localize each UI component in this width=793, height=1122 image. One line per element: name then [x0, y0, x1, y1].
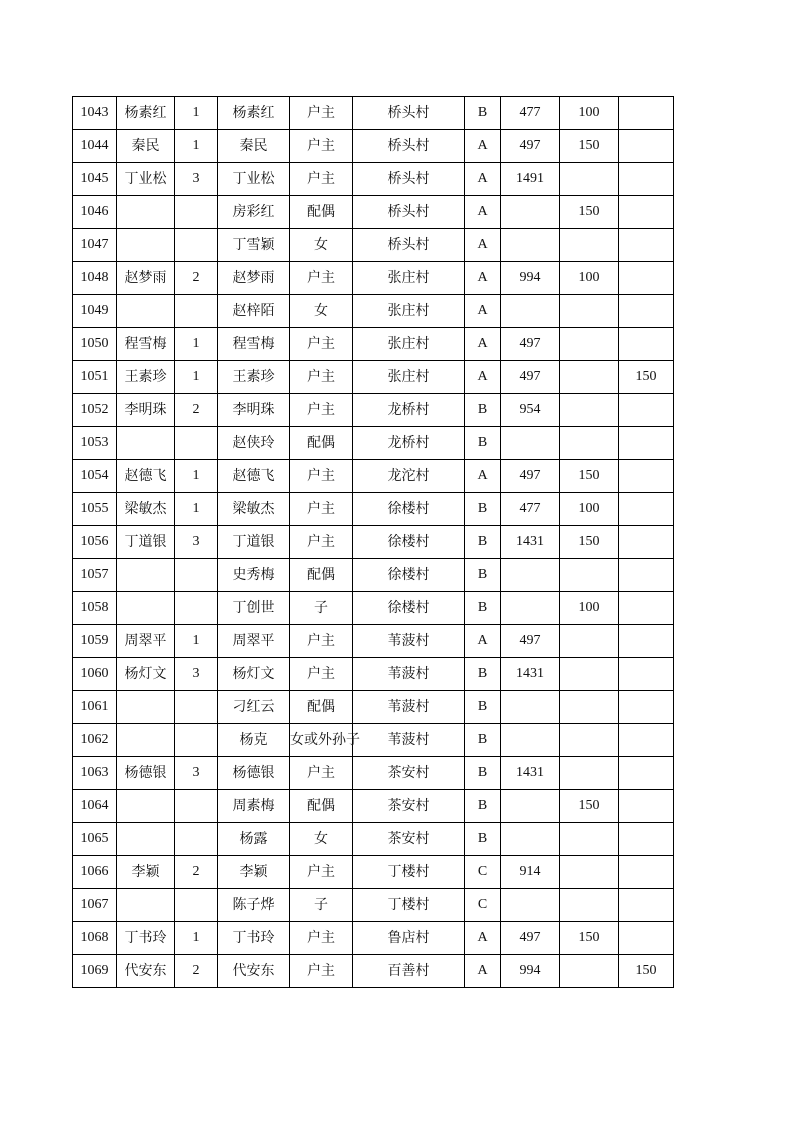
table-row	[73, 394, 674, 427]
category-cell: B	[465, 559, 501, 592]
table-row	[73, 592, 674, 625]
household-head-cell	[117, 229, 175, 262]
amount-1-cell	[501, 196, 560, 229]
row-id-cell: 1044	[73, 130, 117, 163]
row-id-cell: 1066	[73, 856, 117, 889]
member-name-cell: 杨素红	[218, 97, 290, 130]
amount-3-cell	[619, 295, 674, 328]
row-id-cell: 1043	[73, 97, 117, 130]
household-size-cell: 3	[175, 163, 218, 196]
row-id-cell: 1059	[73, 625, 117, 658]
amount-2-cell	[560, 856, 619, 889]
village-cell: 茶安村	[353, 823, 465, 856]
member-name-cell: 丁雪颖	[218, 229, 290, 262]
household-size-cell: 1	[175, 625, 218, 658]
village-cell: 茶安村	[353, 757, 465, 790]
relation-cell: 女	[290, 229, 353, 262]
amount-2-cell: 150	[560, 130, 619, 163]
amount-3-cell	[619, 658, 674, 691]
village-cell: 张庄村	[353, 328, 465, 361]
village-cell: 龙桥村	[353, 394, 465, 427]
table-row	[73, 295, 674, 328]
village-cell: 徐楼村	[353, 559, 465, 592]
category-cell: C	[465, 856, 501, 889]
village-cell: 丁楼村	[353, 889, 465, 922]
relation-cell: 户主	[290, 526, 353, 559]
amount-3-cell	[619, 691, 674, 724]
table-row	[73, 427, 674, 460]
household-head-cell: 丁书玲	[117, 922, 175, 955]
category-cell: A	[465, 625, 501, 658]
amount-3-cell	[619, 328, 674, 361]
amount-2-cell: 150	[560, 460, 619, 493]
household-size-cell: 2	[175, 394, 218, 427]
amount-1-cell	[501, 724, 560, 757]
village-cell: 张庄村	[353, 361, 465, 394]
village-cell: 张庄村	[353, 295, 465, 328]
category-cell: B	[465, 790, 501, 823]
household-head-cell: 代安东	[117, 955, 175, 988]
amount-3-cell	[619, 724, 674, 757]
amount-2-cell	[560, 559, 619, 592]
relation-cell: 子	[290, 592, 353, 625]
amount-1-cell	[501, 889, 560, 922]
village-cell: 桥头村	[353, 229, 465, 262]
relation-cell: 户主	[290, 757, 353, 790]
amount-3-cell	[619, 592, 674, 625]
category-cell: B	[465, 526, 501, 559]
member-name-cell: 周素梅	[218, 790, 290, 823]
row-id-cell: 1045	[73, 163, 117, 196]
amount-1-cell: 497	[501, 460, 560, 493]
table-row	[73, 493, 674, 526]
category-cell: A	[465, 163, 501, 196]
member-name-cell: 赵侠玲	[218, 427, 290, 460]
row-id-cell: 1052	[73, 394, 117, 427]
category-cell: B	[465, 493, 501, 526]
relation-cell: 女	[290, 295, 353, 328]
amount-1-cell: 1491	[501, 163, 560, 196]
village-cell: 龙沱村	[353, 460, 465, 493]
data-table	[72, 96, 674, 988]
village-cell: 茶安村	[353, 790, 465, 823]
row-id-cell: 1049	[73, 295, 117, 328]
household-head-cell	[117, 823, 175, 856]
member-name-cell: 赵德飞	[218, 460, 290, 493]
amount-3-cell	[619, 790, 674, 823]
member-name-cell: 房彩红	[218, 196, 290, 229]
village-cell: 徐楼村	[353, 592, 465, 625]
amount-3-cell	[619, 922, 674, 955]
amount-1-cell	[501, 790, 560, 823]
village-cell: 徐楼村	[353, 493, 465, 526]
village-cell: 桥头村	[353, 130, 465, 163]
relation-cell: 配偶	[290, 691, 353, 724]
category-cell: A	[465, 130, 501, 163]
row-id-cell: 1055	[73, 493, 117, 526]
amount-1-cell: 477	[501, 493, 560, 526]
amount-1-cell: 1431	[501, 526, 560, 559]
village-cell: 桥头村	[353, 97, 465, 130]
row-id-cell: 1069	[73, 955, 117, 988]
member-name-cell: 陈子烨	[218, 889, 290, 922]
row-id-cell: 1065	[73, 823, 117, 856]
table-row	[73, 889, 674, 922]
row-id-cell: 1054	[73, 460, 117, 493]
member-name-cell: 赵梓陌	[218, 295, 290, 328]
amount-2-cell	[560, 889, 619, 922]
amount-1-cell	[501, 295, 560, 328]
row-id-cell: 1047	[73, 229, 117, 262]
household-size-cell	[175, 196, 218, 229]
table-row	[73, 823, 674, 856]
member-name-cell: 史秀梅	[218, 559, 290, 592]
amount-3-cell: 150	[619, 955, 674, 988]
row-id-cell: 1067	[73, 889, 117, 922]
amount-2-cell: 150	[560, 526, 619, 559]
category-cell: A	[465, 262, 501, 295]
household-head-cell: 程雪梅	[117, 328, 175, 361]
household-head-cell	[117, 295, 175, 328]
village-cell: 苇菠村	[353, 724, 465, 757]
amount-2-cell: 150	[560, 196, 619, 229]
category-cell: A	[465, 196, 501, 229]
amount-3-cell	[619, 889, 674, 922]
member-name-cell: 代安东	[218, 955, 290, 988]
member-name-cell: 周翠平	[218, 625, 290, 658]
amount-3-cell	[619, 625, 674, 658]
relation-cell: 户主	[290, 262, 353, 295]
relation-cell: 配偶	[290, 559, 353, 592]
amount-1-cell: 497	[501, 328, 560, 361]
amount-2-cell	[560, 394, 619, 427]
category-cell: B	[465, 691, 501, 724]
table-row	[73, 757, 674, 790]
relation-cell: 女或外孙子	[290, 724, 353, 757]
amount-3-cell	[619, 196, 674, 229]
member-name-cell: 李颖	[218, 856, 290, 889]
amount-2-cell: 100	[560, 493, 619, 526]
member-name-cell: 杨灯文	[218, 658, 290, 691]
row-id-cell: 1060	[73, 658, 117, 691]
amount-3-cell	[619, 559, 674, 592]
household-head-cell: 杨德银	[117, 757, 175, 790]
household-head-cell: 王素珍	[117, 361, 175, 394]
relation-cell: 户主	[290, 163, 353, 196]
amount-1-cell	[501, 559, 560, 592]
household-size-cell	[175, 592, 218, 625]
amount-1-cell	[501, 592, 560, 625]
household-head-cell	[117, 724, 175, 757]
amount-3-cell	[619, 97, 674, 130]
row-id-cell: 1064	[73, 790, 117, 823]
amount-2-cell	[560, 361, 619, 394]
household-size-cell: 2	[175, 856, 218, 889]
amount-2-cell	[560, 658, 619, 691]
table-row	[73, 658, 674, 691]
table-row	[73, 922, 674, 955]
table-row	[73, 229, 674, 262]
amount-2-cell: 150	[560, 790, 619, 823]
household-size-cell: 3	[175, 658, 218, 691]
category-cell: A	[465, 328, 501, 361]
village-cell: 龙桥村	[353, 427, 465, 460]
relation-cell: 户主	[290, 658, 353, 691]
amount-1-cell: 497	[501, 130, 560, 163]
row-id-cell: 1068	[73, 922, 117, 955]
household-head-cell: 杨灯文	[117, 658, 175, 691]
category-cell: B	[465, 757, 501, 790]
amount-1-cell: 497	[501, 361, 560, 394]
table-row	[73, 724, 674, 757]
relation-cell: 户主	[290, 361, 353, 394]
member-name-cell: 秦民	[218, 130, 290, 163]
relation-cell: 户主	[290, 856, 353, 889]
relation-cell: 户主	[290, 493, 353, 526]
row-id-cell: 1048	[73, 262, 117, 295]
row-id-cell: 1061	[73, 691, 117, 724]
relation-cell: 户主	[290, 955, 353, 988]
table-body	[73, 97, 674, 988]
row-id-cell: 1051	[73, 361, 117, 394]
amount-1-cell: 1431	[501, 658, 560, 691]
amount-3-cell	[619, 262, 674, 295]
category-cell: A	[465, 460, 501, 493]
relation-cell: 户主	[290, 394, 353, 427]
member-name-cell: 赵梦雨	[218, 262, 290, 295]
table-row	[73, 97, 674, 130]
household-size-cell: 3	[175, 757, 218, 790]
household-size-cell: 1	[175, 460, 218, 493]
household-head-cell: 秦民	[117, 130, 175, 163]
category-cell: B	[465, 658, 501, 691]
amount-2-cell	[560, 757, 619, 790]
household-size-cell	[175, 229, 218, 262]
household-size-cell: 1	[175, 328, 218, 361]
table-row	[73, 196, 674, 229]
category-cell: A	[465, 922, 501, 955]
amount-1-cell: 477	[501, 97, 560, 130]
table-row	[73, 163, 674, 196]
amount-2-cell	[560, 691, 619, 724]
village-cell: 苇菠村	[353, 691, 465, 724]
row-id-cell: 1053	[73, 427, 117, 460]
household-size-cell	[175, 427, 218, 460]
amount-3-cell	[619, 130, 674, 163]
amount-2-cell: 150	[560, 922, 619, 955]
table-row	[73, 691, 674, 724]
household-head-cell: 周翠平	[117, 625, 175, 658]
table-row	[73, 790, 674, 823]
category-cell: B	[465, 97, 501, 130]
member-name-cell: 梁敏杰	[218, 493, 290, 526]
table-row	[73, 625, 674, 658]
amount-1-cell: 497	[501, 625, 560, 658]
category-cell: C	[465, 889, 501, 922]
amount-2-cell	[560, 427, 619, 460]
amount-1-cell	[501, 691, 560, 724]
household-head-cell: 李颖	[117, 856, 175, 889]
village-cell: 百善村	[353, 955, 465, 988]
household-size-cell	[175, 724, 218, 757]
amount-1-cell	[501, 823, 560, 856]
amount-3-cell	[619, 229, 674, 262]
household-head-cell	[117, 196, 175, 229]
relation-cell: 户主	[290, 328, 353, 361]
household-size-cell	[175, 559, 218, 592]
amount-2-cell	[560, 724, 619, 757]
amount-2-cell	[560, 955, 619, 988]
category-cell: B	[465, 823, 501, 856]
member-name-cell: 杨德银	[218, 757, 290, 790]
row-id-cell: 1056	[73, 526, 117, 559]
amount-3-cell	[619, 757, 674, 790]
member-name-cell: 丁创世	[218, 592, 290, 625]
amount-2-cell: 100	[560, 97, 619, 130]
relation-cell: 户主	[290, 130, 353, 163]
row-id-cell: 1063	[73, 757, 117, 790]
table-row	[73, 955, 674, 988]
relation-cell: 户主	[290, 625, 353, 658]
amount-2-cell	[560, 295, 619, 328]
household-head-cell: 丁道银	[117, 526, 175, 559]
household-size-cell: 2	[175, 262, 218, 295]
amount-1-cell: 954	[501, 394, 560, 427]
table-row	[73, 526, 674, 559]
category-cell: B	[465, 724, 501, 757]
table-row	[73, 130, 674, 163]
household-size-cell	[175, 823, 218, 856]
member-name-cell: 杨露	[218, 823, 290, 856]
relation-cell: 户主	[290, 460, 353, 493]
member-name-cell: 杨克	[218, 724, 290, 757]
relation-cell: 户主	[290, 922, 353, 955]
amount-1-cell: 994	[501, 955, 560, 988]
amount-2-cell	[560, 625, 619, 658]
household-head-cell: 梁敏杰	[117, 493, 175, 526]
household-head-cell	[117, 427, 175, 460]
member-name-cell: 李明珠	[218, 394, 290, 427]
village-cell: 徐楼村	[353, 526, 465, 559]
table-row	[73, 262, 674, 295]
category-cell: B	[465, 427, 501, 460]
amount-2-cell	[560, 328, 619, 361]
category-cell: B	[465, 592, 501, 625]
village-cell: 张庄村	[353, 262, 465, 295]
household-size-cell	[175, 889, 218, 922]
amount-3-cell	[619, 526, 674, 559]
household-head-cell	[117, 889, 175, 922]
row-id-cell: 1062	[73, 724, 117, 757]
table-row	[73, 856, 674, 889]
household-head-cell: 丁业松	[117, 163, 175, 196]
relation-cell: 配偶	[290, 196, 353, 229]
member-name-cell: 王素珍	[218, 361, 290, 394]
household-size-cell: 1	[175, 97, 218, 130]
village-cell: 丁楼村	[353, 856, 465, 889]
village-cell: 苇菠村	[353, 625, 465, 658]
row-id-cell: 1046	[73, 196, 117, 229]
amount-2-cell: 100	[560, 262, 619, 295]
household-head-cell: 杨素红	[117, 97, 175, 130]
amount-2-cell: 100	[560, 592, 619, 625]
amount-2-cell	[560, 229, 619, 262]
household-size-cell	[175, 295, 218, 328]
amount-2-cell	[560, 823, 619, 856]
amount-3-cell	[619, 460, 674, 493]
household-head-cell	[117, 691, 175, 724]
member-name-cell: 丁书玲	[218, 922, 290, 955]
village-cell: 鲁店村	[353, 922, 465, 955]
relation-cell: 户主	[290, 97, 353, 130]
table-row	[73, 559, 674, 592]
amount-3-cell	[619, 394, 674, 427]
household-head-cell: 李明珠	[117, 394, 175, 427]
village-cell: 桥头村	[353, 163, 465, 196]
category-cell: A	[465, 955, 501, 988]
member-name-cell: 丁道银	[218, 526, 290, 559]
household-head-cell: 赵梦雨	[117, 262, 175, 295]
table-row	[73, 460, 674, 493]
relation-cell: 配偶	[290, 427, 353, 460]
village-cell: 苇菠村	[353, 658, 465, 691]
category-cell: A	[465, 229, 501, 262]
amount-3-cell	[619, 163, 674, 196]
amount-3-cell	[619, 823, 674, 856]
category-cell: B	[465, 394, 501, 427]
amount-1-cell	[501, 229, 560, 262]
household-head-cell	[117, 559, 175, 592]
amount-3-cell	[619, 856, 674, 889]
category-cell: A	[465, 295, 501, 328]
village-cell: 桥头村	[353, 196, 465, 229]
row-id-cell: 1050	[73, 328, 117, 361]
row-id-cell: 1058	[73, 592, 117, 625]
household-size-cell	[175, 691, 218, 724]
category-cell: A	[465, 361, 501, 394]
table-row	[73, 361, 674, 394]
amount-1-cell: 497	[501, 922, 560, 955]
amount-3-cell	[619, 493, 674, 526]
amount-1-cell	[501, 427, 560, 460]
household-size-cell: 1	[175, 361, 218, 394]
household-size-cell: 1	[175, 493, 218, 526]
household-head-cell	[117, 790, 175, 823]
household-head-cell	[117, 592, 175, 625]
relation-cell: 配偶	[290, 790, 353, 823]
household-size-cell	[175, 790, 218, 823]
household-size-cell: 2	[175, 955, 218, 988]
table-row	[73, 328, 674, 361]
row-id-cell: 1057	[73, 559, 117, 592]
member-name-cell: 丁业松	[218, 163, 290, 196]
household-size-cell: 1	[175, 130, 218, 163]
relation-cell: 子	[290, 889, 353, 922]
amount-1-cell: 1431	[501, 757, 560, 790]
household-size-cell: 3	[175, 526, 218, 559]
amount-3-cell: 150	[619, 361, 674, 394]
member-name-cell: 程雪梅	[218, 328, 290, 361]
household-size-cell: 1	[175, 922, 218, 955]
member-name-cell: 刁红云	[218, 691, 290, 724]
relation-cell: 女	[290, 823, 353, 856]
amount-3-cell	[619, 427, 674, 460]
amount-1-cell: 914	[501, 856, 560, 889]
amount-2-cell	[560, 163, 619, 196]
household-head-cell: 赵德飞	[117, 460, 175, 493]
amount-1-cell: 994	[501, 262, 560, 295]
